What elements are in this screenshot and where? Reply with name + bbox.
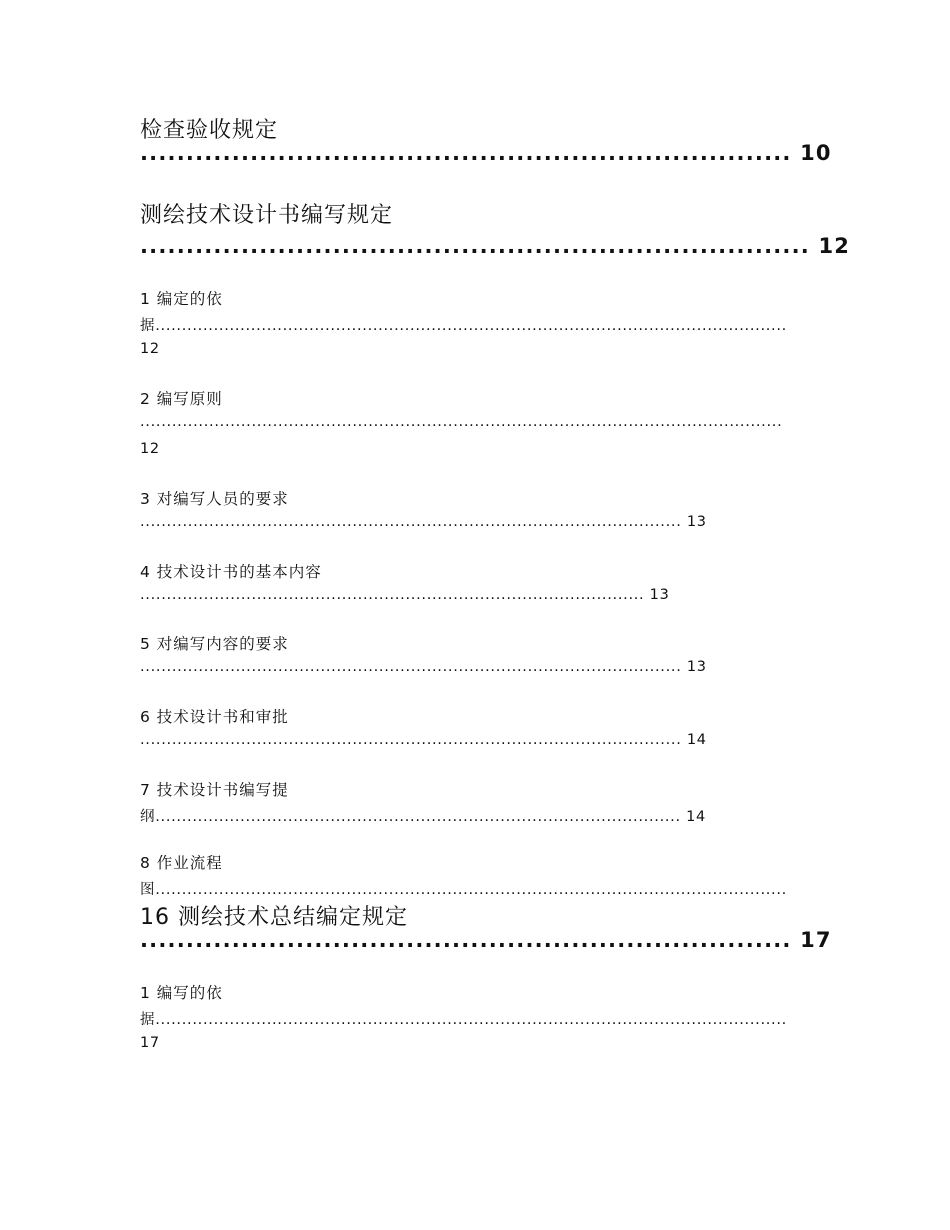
toc-leader-line: 据.......................................................................................................................	[140, 1012, 787, 1028]
toc-leader-line: 据.......................................................................................................................	[140, 318, 787, 334]
toc-entry-title: 检查验收规定	[140, 118, 279, 143]
toc-subentry-title: 3 对编写人员的要求	[140, 490, 289, 508]
toc-leader-line: .........................................................................................................................	[140, 414, 783, 430]
toc-leader-line: ...................................................................................................... 13	[140, 514, 707, 530]
toc-subentry-title: 8 作业流程	[140, 854, 223, 872]
toc-leader-line: ...................................................................................................... 14	[140, 732, 707, 748]
toc-subentry-title: 5 对编写内容的要求	[140, 635, 289, 653]
toc-entry-title: 测绘技术设计书编写规定	[140, 203, 394, 228]
toc-page-number: 17	[140, 1035, 160, 1051]
toc-subentry-title: 1 编定的依	[140, 290, 223, 308]
toc-subentry-title: 7 技术设计书编写提	[140, 781, 289, 799]
toc-leader-line: ....................................................................... 17	[140, 928, 832, 952]
toc-subentry-title: 6 技术设计书和审批	[140, 708, 289, 726]
toc-entry-title: 16 测绘技术总结编定规定	[140, 905, 408, 930]
toc-leader-line: ......................................................................... 12	[140, 234, 851, 258]
toc-leader-line: ...................................................................................................... 13	[140, 659, 707, 675]
toc-subentry-title: 4 技术设计书的基本内容	[140, 563, 322, 581]
toc-page-number: 12	[140, 341, 160, 357]
toc-page-number: 12	[140, 441, 160, 457]
toc-subentry-title: 1 编写的依	[140, 984, 223, 1002]
toc-leader-line: ............................................................................................... 13	[140, 587, 670, 603]
toc-subentry-title: 2 编写原则	[140, 390, 223, 408]
toc-leader-line: ....................................................................... 10	[140, 141, 832, 165]
toc-leader-line: 图.......................................................................................................................	[140, 882, 787, 898]
toc-leader-line: 纲................................................................................................... 14	[140, 809, 706, 825]
